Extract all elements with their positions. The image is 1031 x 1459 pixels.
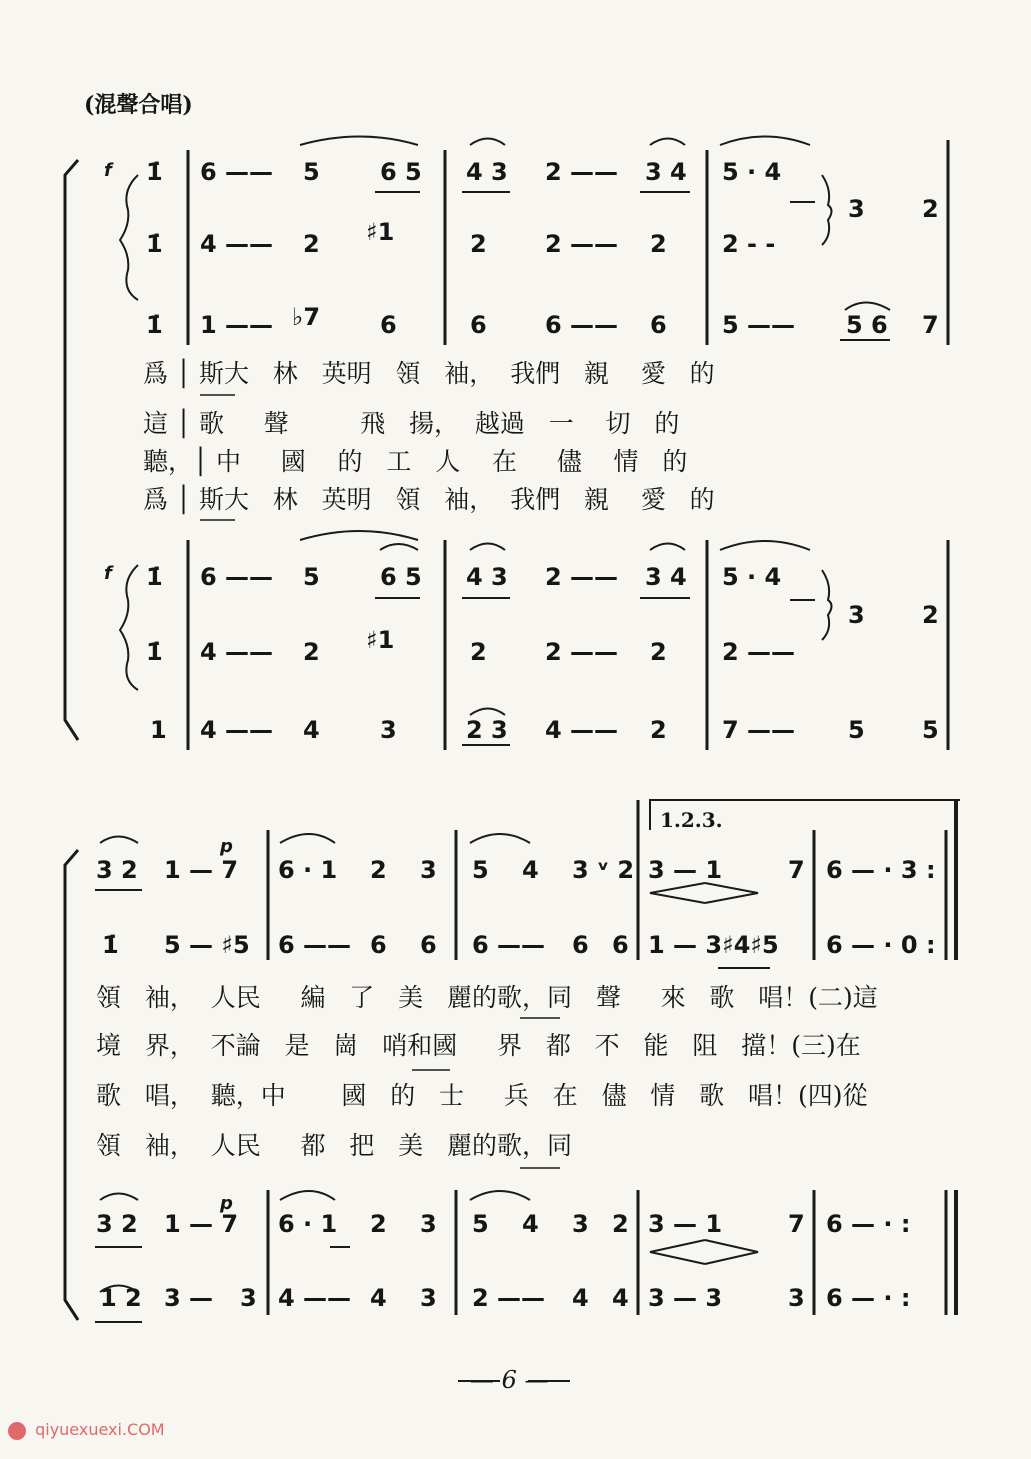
volta-label: 1.2.3. bbox=[660, 808, 723, 832]
watermark-text: qiyuexuexi.COM bbox=[35, 1420, 165, 1439]
note-cell: 1 — 7 bbox=[164, 1210, 239, 1238]
dynamic-forte: f bbox=[104, 563, 112, 584]
note-cell: 7 bbox=[788, 856, 805, 884]
note-cell: 5 6 bbox=[846, 311, 888, 339]
note-cell: 6 — · 0 : bbox=[826, 931, 936, 959]
note-cell: 6 —— bbox=[545, 311, 619, 339]
dynamic-piano: p bbox=[220, 836, 233, 857]
note-cell: 5 bbox=[922, 716, 939, 744]
note-cell: 6 —— bbox=[472, 931, 546, 959]
note-cell: 3 4 bbox=[645, 158, 687, 186]
note-cell: 2 bbox=[922, 195, 939, 223]
note-cell: 6 bbox=[612, 931, 629, 959]
lyric-line: 歌 唱， 聽，中 國 的 士 兵 在 儘 情 歌 唱！(四)從 bbox=[96, 1081, 868, 1110]
note-cell: 4 bbox=[303, 716, 320, 744]
note-cell: 2 bbox=[612, 1210, 629, 1238]
note-cell: 1̇ bbox=[146, 638, 163, 666]
note-cell: 6 bbox=[370, 931, 387, 959]
note-cell: 6 — · : bbox=[826, 1210, 911, 1238]
note-cell: 2 bbox=[303, 230, 320, 258]
note-cell: 2 bbox=[922, 601, 939, 629]
note-cell: 4 3 bbox=[466, 563, 508, 591]
note-cell: 1 bbox=[150, 716, 167, 744]
note-cell: ♭7 bbox=[292, 303, 321, 331]
note-cell: 1 —— bbox=[200, 311, 274, 339]
note-cell: ♯1 bbox=[366, 218, 395, 246]
note-cell: 3 — bbox=[164, 1284, 214, 1312]
note-cell: 5 bbox=[303, 563, 320, 591]
note-cell: 6 5 bbox=[380, 563, 422, 591]
note-cell: 2 3 bbox=[466, 716, 508, 744]
note-cell: 3 — 1 bbox=[648, 1210, 723, 1238]
note-cell: 2 bbox=[470, 638, 487, 666]
note-cell: 6 bbox=[470, 311, 487, 339]
bracket-systems-1-2 bbox=[65, 160, 78, 740]
watermark bbox=[8, 1420, 165, 1440]
note-cell: 3 bbox=[788, 1284, 805, 1312]
lyric-line: 爲 │ 斯大 林 英明 領 袖， 我們 親 愛 的 bbox=[143, 359, 715, 388]
note-cell: 4 bbox=[522, 856, 539, 884]
note-cell: 3 bbox=[420, 1210, 437, 1238]
note-cell: 7 —— bbox=[722, 716, 796, 744]
note-cell: 3 bbox=[420, 1284, 437, 1312]
lyric-line: 聽，│ 中 國 的 工 人 在 儘 情 的 bbox=[143, 447, 688, 476]
note-cell: 2 bbox=[650, 716, 667, 744]
note-cell: 6 bbox=[420, 931, 437, 959]
note-cell: 6 bbox=[572, 931, 589, 959]
note-cell: 6 — · 3 : bbox=[826, 856, 936, 884]
note-cell: 5 · 4 bbox=[722, 563, 782, 591]
note-cell: 6 — · : bbox=[826, 1284, 911, 1312]
note-cell: 2 bbox=[303, 638, 320, 666]
note-cell: 2 bbox=[650, 230, 667, 258]
note-cell: 5 —— bbox=[722, 311, 796, 339]
note-cell: 4 —— bbox=[200, 638, 274, 666]
dynamic-piano: p bbox=[220, 1193, 233, 1214]
note-cell: 6 bbox=[650, 311, 667, 339]
dynamic-forte: f bbox=[104, 160, 112, 181]
note-cell: 3 2 bbox=[96, 856, 138, 884]
note-cell: 1 — 3♯4♯5 bbox=[648, 931, 779, 959]
note-cell: 4 3 bbox=[466, 158, 508, 186]
lyric-line: 這 │ 歌 聲 飛 揚， 越過 一 切 的 bbox=[143, 409, 680, 438]
note-cell: 3 ᵛ 2 bbox=[572, 856, 635, 884]
note-cell: 1 — 7 bbox=[164, 856, 239, 884]
note-cell: 6 —— bbox=[200, 158, 274, 186]
note-cell: 4 bbox=[572, 1284, 589, 1312]
note-cell: 1̇ bbox=[102, 931, 119, 959]
note-cell: 5 bbox=[472, 1210, 489, 1238]
note-cell: 1̇ bbox=[146, 158, 163, 186]
logo-icon bbox=[8, 1422, 26, 1440]
lyric-line: 領 袖， 人民 編 了 美 麗的歌，同 聲 來 歌 唱！(二)這 bbox=[96, 983, 878, 1012]
lyric-line: 領 袖， 人民 都 把 美 麗的歌，同 bbox=[96, 1131, 572, 1160]
note-cell: 3 bbox=[572, 1210, 589, 1238]
note-cell: 2 —— bbox=[545, 158, 619, 186]
note-cell: 4 bbox=[522, 1210, 539, 1238]
note-cell: 4 —— bbox=[545, 716, 619, 744]
note-cell: 2 bbox=[370, 1210, 387, 1238]
note-cell: 2 —— bbox=[472, 1284, 546, 1312]
note-cell: 4 —— bbox=[278, 1284, 352, 1312]
note-cell: 3 bbox=[420, 856, 437, 884]
note-cell: 2 ‐ ‐ bbox=[722, 230, 776, 258]
note-cell: 5 · 4 bbox=[722, 158, 782, 186]
note-cell: 1 2 bbox=[100, 1284, 142, 1312]
note-cell: 1̇ bbox=[146, 230, 163, 258]
note-cell: 6 —— bbox=[200, 563, 274, 591]
note-cell: 7 bbox=[788, 1210, 805, 1238]
note-cell: 6 —— bbox=[278, 931, 352, 959]
page-number: — 6 — bbox=[470, 1366, 549, 1394]
note-cell: 3 bbox=[380, 716, 397, 744]
note-cell: 4 —— bbox=[200, 716, 274, 744]
note-cell: 4 bbox=[370, 1284, 387, 1312]
note-cell: 6 · 1 bbox=[278, 1210, 338, 1238]
note-cell: 6 bbox=[380, 311, 397, 339]
note-cell: 2 bbox=[370, 856, 387, 884]
note-cell: 3 2 bbox=[96, 1210, 138, 1238]
note-cell: 6 5 bbox=[380, 158, 422, 186]
note-cell: 2 bbox=[650, 638, 667, 666]
bracket-systems-3-4 bbox=[65, 850, 78, 1320]
note-cell: 3 bbox=[848, 195, 865, 223]
note-cell: 3 bbox=[240, 1284, 257, 1312]
note-cell: 5 bbox=[472, 856, 489, 884]
note-cell: 2 bbox=[470, 230, 487, 258]
note-cell: 2 —— bbox=[545, 638, 619, 666]
note-cell: 7 bbox=[922, 311, 939, 339]
note-cell: 4 bbox=[612, 1284, 629, 1312]
note-cell: 2 —— bbox=[545, 230, 619, 258]
note-cell: 3 bbox=[848, 601, 865, 629]
note-cell: 1̇ bbox=[146, 563, 163, 591]
note-cell: 2 —— bbox=[722, 638, 796, 666]
note-cell: 3 — 1 bbox=[648, 856, 723, 884]
lyric-line: 爲 │ 斯大 林 英明 領 袖， 我們 親 愛 的 bbox=[143, 485, 715, 514]
note-cell: 5 bbox=[848, 716, 865, 744]
note-cell: 2 —— bbox=[545, 563, 619, 591]
note-cell: 4 —— bbox=[200, 230, 274, 258]
note-cell: 1̇ bbox=[146, 311, 163, 339]
lyric-line: 境 界， 不論 是 崗 哨和國 界 都 不 能 阻 擋！(三)在 bbox=[96, 1031, 861, 1060]
note-cell: 3 4 bbox=[645, 563, 687, 591]
note-cell: ♯1 bbox=[366, 626, 395, 654]
section-title: (混聲合唱) bbox=[84, 92, 193, 118]
note-cell: 6 · 1 bbox=[278, 856, 338, 884]
note-cell: 5 bbox=[303, 158, 320, 186]
note-cell: 5 — ♯5 bbox=[164, 931, 250, 959]
note-cell: 3 — 3 bbox=[648, 1284, 723, 1312]
